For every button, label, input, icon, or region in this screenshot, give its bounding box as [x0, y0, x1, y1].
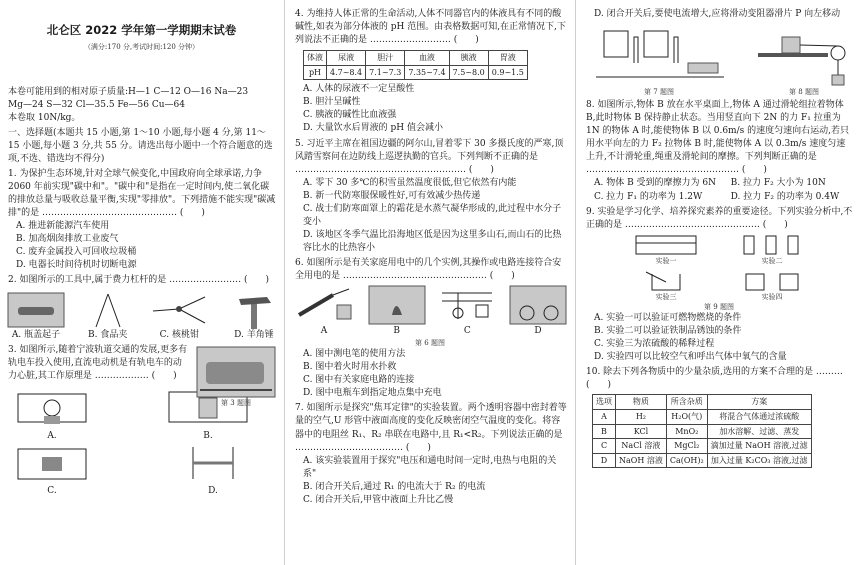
impurity-table-cell: Ca(OH)₂: [666, 453, 707, 468]
impurity-table-cell: D: [593, 453, 616, 468]
question-1: 1. 为保护生态环境,针对全球气候变化,中国政府向全球承诺,力争 2060 年前实现"碳中和"。"碳中和"是指在一定时间内,使二氧化碳的排放总量与吸收总量平衡,实现"零排放"。下列措施不能实现"碳减排"的是 ……………………………………… ( ): [8, 169, 276, 219]
tram-photo-icon: [196, 346, 276, 398]
pulley-icon: [754, 23, 854, 87]
q4-option-c: C. 胰液的碱性比血液强: [303, 110, 397, 121]
column-divider-2: [575, 0, 576, 565]
ph-table-cell: 7.35~7.4: [405, 65, 449, 80]
impurity-table-header: 所含杂质: [666, 395, 707, 410]
q6-figure-caption: 第 6 题图: [415, 339, 445, 348]
q6-option-d: D. 图中电瓶车到指定地点集中充电: [303, 388, 442, 399]
question-10: 10. 除去下列各物质中的少量杂质,选用的方案不合理的是 ……… ( ): [586, 367, 843, 391]
impurity-table-cell: 加水溶解、过滤、蒸发: [707, 424, 811, 439]
q6-figure-c: [438, 285, 496, 338]
q9-label-1: 实验一: [655, 256, 677, 265]
exam-subtitle: （满分:170 分,考试时间:120 分钟）: [83, 42, 200, 51]
bottle-opener-icon: [6, 291, 66, 329]
question-5: 5. 习近平主席在祖国边疆的阿尔山,冒着零下 30 多摄氏度的严寒,顶风踏雪察问在边防线上巡逻执勤的官兵。下列判断不正确的是 ………………………………………………… ( ): [295, 138, 564, 175]
q3-option-c-figure: [12, 443, 92, 498]
q9-experiment-1: [626, 234, 706, 266]
impurity-table-cell: A: [593, 409, 616, 424]
q9-label-4: 实验四: [761, 292, 783, 301]
q2-label-b: B. 食品夹: [87, 329, 128, 340]
food-tongs-figure: [88, 291, 128, 342]
q4-option-a: A. 人体的尿液不一定呈酸性: [303, 84, 415, 95]
q3-option-b-label: B.: [203, 430, 213, 441]
circuit-a-icon: [12, 386, 92, 430]
ph-table-header: 胰液: [449, 51, 488, 66]
dilution-experiment-icon: [626, 270, 706, 292]
nutcracker-icon: [149, 291, 209, 329]
q6-label-d: D: [534, 326, 542, 337]
nutcracker-figure: [149, 291, 209, 342]
q3-block: [0, 344, 283, 407]
q1-option-d: D. 电器长时间待机时切断电源: [16, 260, 137, 271]
q7-figure-caption: 第 7 题图: [644, 88, 674, 97]
q6-figure-d: [509, 285, 567, 338]
q7-option-c: C. 闭合开关后,甲管中液面上升比乙慢: [303, 494, 454, 505]
q9-label-2: 实验二: [761, 256, 783, 265]
q9-experiment-2: [732, 234, 812, 266]
fire-scene-icon: [368, 285, 426, 325]
question-8: 8. 如图所示,物体 B 放在水平桌面上,物体 A 通过滑轮组拉着物体 B,此时物体 B 保持静止状态。当用竖直向下 2N 的力 F₁ 拉重为 1N 的物体 A 时,能使物体 B 以 0.6m/s 的速度匀速向右运动,若只用水平向左的力 F₂ 拉物体 B 时,能使物体 A 以 0.3m/s 速度匀速上升,不计滑轮重,绳重及滑轮间的摩擦。下列判断正确的是 …………………………………………… ( ): [586, 100, 849, 176]
circuit-d-icon: [173, 443, 253, 485]
impurity-table-header: 物质: [616, 395, 667, 410]
q5-option-d: D. 该地区冬季气温比沿海地区低是因为这里多山石,而山石的比热容比水的比热容小: [303, 229, 562, 253]
q3-option-c-label: C.: [47, 485, 57, 496]
oxygen-comparison-icon: [732, 270, 812, 292]
q6-figure-a: [293, 285, 355, 338]
q9-option-b: B. 实验二可以验证铁制品锈蚀的条件: [594, 326, 742, 337]
q5-option-c: C. 战士们防寒面罩上的霜花是水蒸气凝华形成的,此过程中水分子变小: [303, 203, 562, 227]
question-2: 2. 如图所示的工具中,属于费力杠杆的是 …………………… ( ): [8, 275, 270, 286]
question-7: 7. 如图所示是探究"焦耳定律"的实验装置。两个透明容器中密封着等量的空气,U 形管中液面高度的变化反映密闭空气温度的变化。将容器中的电阻丝 R₁、R₂ 串联在电路中,且 R₁<R₂。下列说法正确的是 ……………………………… ( ): [295, 403, 567, 453]
impurity-table: [592, 394, 812, 468]
claw-hammer-icon: [231, 291, 277, 329]
q6-figures: [287, 285, 573, 338]
joule-law-apparatus: [584, 23, 734, 97]
impurity-table-cell: H₂O(气): [666, 409, 707, 424]
q9-option-d: D. 实验四可以比较空气和呼出气体中氧气的含量: [594, 352, 787, 363]
q6-option-a: A. 图中测电笔的使用方法: [303, 349, 406, 360]
ph-table-cell: 7.5~8.0: [449, 65, 488, 80]
q2-label-c: C. 核桃钳: [159, 329, 199, 340]
column-2: [287, 0, 573, 565]
q8-option-d: D. 拉力 F₂ 的功率为 0.4W: [730, 191, 840, 202]
impurity-table-cell: NaOH 溶液: [616, 453, 667, 468]
q9-experiment-3: [626, 270, 706, 302]
question-6: 6. 如图所示是有关家庭用电中的几个实例,其操作或电路连接符合安全用电的是 ………………………………………… ( ): [295, 257, 562, 281]
impurity-table-cell: H₂: [616, 409, 667, 424]
q2-label-d: D. 羊角锤: [234, 329, 274, 340]
q8-figure-caption: 第 8 题图: [789, 88, 819, 97]
impurity-table-cell: KCl: [616, 424, 667, 439]
q3-option-d-label: D.: [208, 485, 218, 496]
q8-option-a: A. 物体 B 受到的摩擦力为 6N: [594, 178, 717, 189]
q3-option-a-figure: [12, 386, 92, 443]
gravity-note: 本卷取 10N/kg。: [8, 112, 81, 123]
q6-label-c: C: [463, 326, 471, 337]
q7-option-a: A. 该实验装置用于探究"电压和通电时间一定时,电热与电阻的关系": [303, 455, 557, 479]
column-divider-1: [284, 0, 285, 565]
ph-table-cell: 0.9~1.5: [488, 65, 527, 80]
impurity-table-cell: 将混合气体通过浓硫酸: [707, 409, 811, 424]
question-9: 9. 实验是学习化学、培养探究素养的重要途径。下列实验分析中,不正确的是 ……………………………………… ( ): [586, 206, 853, 230]
q3-options-row-2: [0, 443, 283, 498]
q5-option-b: B. 新一代防寒服保暖性好,可有效减少热传递: [303, 190, 481, 201]
q3-option-d-figure: [173, 443, 253, 498]
ph-table-header: 胆汁: [366, 51, 405, 66]
column-3: [578, 0, 860, 565]
ph-table-header: 体液: [304, 51, 327, 66]
q3-figure-caption: 第 3 题图: [221, 398, 251, 407]
impurity-table-cell: NaCl 溶液: [616, 439, 667, 454]
q7-option-b: B. 闭合开关后,通过 R₁ 的电流大于 R₂ 的电流: [303, 481, 486, 492]
ph-table: [303, 50, 528, 80]
atomic-mass-line-2: Mg—24 S—32 Cl—35.5 Fe—56 Cu—64: [8, 99, 185, 110]
q1-option-c: C. 废弃金属投入可回收垃圾桶: [16, 247, 137, 258]
impurity-table-cell: B: [593, 424, 616, 439]
question-3: 3. 如图所示,随着宁波轨道交通的发展,更多有轨电车投入使用,直流电动机是有轨电车的动力心脏,其工作原理是 ……………… ( ): [8, 344, 188, 381]
ph-table-header: 胃液: [488, 51, 527, 66]
ph-table-cell: pH: [304, 65, 327, 80]
impurity-table-cell: MnO₂: [666, 424, 707, 439]
ph-table-header: 尿液: [327, 51, 366, 66]
tram-figure: [196, 346, 276, 408]
claw-hammer-figure: [231, 291, 277, 342]
bottle-opener-figure: [6, 291, 66, 342]
q8-option-c: C. 拉力 F₁ 的功率为 1.2W: [594, 191, 703, 202]
q2-label-a: A. 瓶盖起子: [11, 329, 61, 340]
combustion-experiment-icon: [626, 234, 706, 256]
q6-option-c: C. 图中有关家庭电路的连接: [303, 375, 415, 386]
impurity-table-header: 选项: [593, 395, 616, 410]
q8-option-b: B. 拉力 F₂ 大小为 10N: [730, 178, 826, 189]
rusting-experiment-icon: [732, 234, 812, 256]
home-circuit-icon: [438, 285, 496, 325]
q2-figures: [0, 291, 283, 342]
question-4: 4. 为维持人体正常的生命活动,人体不同器官内的体液具有不同的酸碱性,如表为部分体液的 pH 范围。由表格数据可知,在正常情况下,下列说法不正确的是 ……………………… ( ): [295, 9, 566, 46]
q8-options: [586, 177, 854, 203]
q3-option-a-label: A.: [47, 430, 57, 441]
q9-option-a: A. 实验一可以验证可燃物燃烧的条件: [594, 313, 742, 324]
q9-label-3: 实验三: [655, 292, 677, 301]
q4-option-d: D. 大量饮水后胃液的 pH 值会减小: [303, 123, 443, 134]
pulley-setup: [754, 23, 854, 97]
q5-option-a: A. 零下 30 多℃的积雪虽然温度很低,但它依然有内能: [303, 177, 517, 188]
q4-option-b: B. 胆汁呈碱性: [303, 97, 361, 108]
impurity-table-cell: 滴加过量 NaOH 溶液,过滤: [707, 439, 811, 454]
ebike-charging-icon: [509, 285, 567, 325]
q9-figure-caption: 第 9 题图: [704, 302, 734, 311]
ph-table-cell: 4.7~8.4: [327, 65, 366, 80]
q7-option-d: D. 闭合开关后,要使电流增大,应将滑动变阻器滑片 P 向左移动: [594, 9, 841, 19]
joule-apparatus-icon: [584, 23, 734, 87]
q7-q8-figures: [578, 23, 860, 97]
q6-option-b: B. 图中着火时用水扑救: [303, 362, 397, 373]
q9-figures: [578, 234, 860, 302]
impurity-table-header: 方案: [707, 395, 811, 410]
ph-table-header: 血液: [405, 51, 449, 66]
impurity-table-cell: 加入过量 K₂CO₃ 溶液,过滤: [707, 453, 811, 468]
q6-label-b: B: [393, 326, 400, 337]
circuit-c-icon: [12, 443, 92, 485]
q9-experiment-4: [732, 270, 812, 302]
exam-title: 北仑区 2022 学年第一学期期末试卷: [46, 23, 237, 37]
impurity-table-cell: MgCl₂: [666, 439, 707, 454]
section-heading: 一、选择题(本题共 15 小题,第 1～10 小题,每小题 4 分,第 11～15 小题,每小题 3 分,共 55 分。请选出每小题中一个符合题意的选项,不选、错选均不得分): [8, 127, 273, 165]
q1-option-a: A. 推进新能源汽车使用: [16, 221, 110, 232]
q6-figure-b: [368, 285, 426, 338]
food-tongs-icon: [88, 291, 128, 329]
test-pen-icon: [293, 285, 355, 325]
atomic-mass-line-1: 本卷可能用到的相对原子质量:H—1 C—12 O—16 Na—23: [8, 86, 249, 97]
q9-option-c: C. 实验三为浓硫酸的稀释过程: [594, 339, 715, 350]
impurity-table-cell: C: [593, 439, 616, 454]
ph-table-cell: 7.1~7.3: [366, 65, 405, 80]
column-1: [0, 0, 283, 565]
q6-label-a: A: [320, 326, 328, 337]
q1-option-b: B. 加高烟囱排放工业废气: [16, 234, 119, 245]
